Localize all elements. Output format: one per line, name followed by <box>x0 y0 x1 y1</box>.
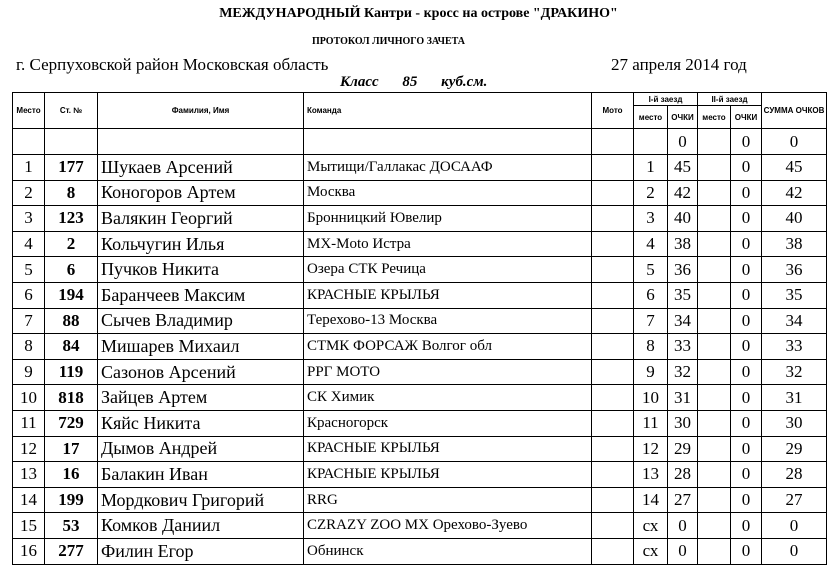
cell-total: 0 <box>762 513 827 539</box>
cell-total: 29 <box>762 436 827 462</box>
cell-heat1-place: сх <box>634 538 668 564</box>
table-row <box>13 334 827 360</box>
cell-heat2-place <box>698 538 731 564</box>
cell-place: 13 <box>13 462 45 488</box>
col-heat2-points: ОЧКИ <box>731 106 762 129</box>
cell-heat2-points: 0 <box>731 410 762 436</box>
cell-name: Сазонов Арсений <box>98 359 304 385</box>
table-row <box>13 410 827 436</box>
cell-heat2-place <box>698 257 731 283</box>
cell-moto <box>592 282 634 308</box>
cell-team: Мытищи/Галлакас ДОСААФ <box>304 155 592 181</box>
table-row <box>13 231 827 257</box>
cell-heat1-points: 33 <box>668 334 698 360</box>
cell-place: 5 <box>13 257 45 283</box>
cell-heat2-place <box>698 206 731 232</box>
cell-team: Красногорск <box>304 410 592 436</box>
cell-total: 27 <box>762 487 827 513</box>
cell-moto <box>592 308 634 334</box>
cell-heat1-points: 34 <box>668 308 698 334</box>
cell-place: 10 <box>13 385 45 411</box>
cell-name: Шукаев Арсений <box>98 155 304 181</box>
cell-heat2-points: 0 <box>731 487 762 513</box>
cell-heat2-place <box>698 436 731 462</box>
cell-moto <box>592 513 634 539</box>
cell-team: РРГ МОТО <box>304 359 592 385</box>
cell-moto <box>592 410 634 436</box>
class-label: Класс 85 куб.см. <box>340 74 488 90</box>
table-row <box>13 487 827 513</box>
cell-team: Терехово-13 Москва <box>304 308 592 334</box>
cell-heat2-points: 0 <box>731 155 762 181</box>
cell-heat1-place: 13 <box>634 462 668 488</box>
cell-heat1-points: 27 <box>668 487 698 513</box>
cell-name: Валякин Георгий <box>98 206 304 232</box>
blank-row <box>13 129 827 155</box>
table-row <box>13 155 827 181</box>
col-heat2-place: место <box>698 106 731 129</box>
cell-place: 14 <box>13 487 45 513</box>
cell-heat2-points: 0 <box>731 462 762 488</box>
cell-place: 15 <box>13 513 45 539</box>
cell-total: 34 <box>762 308 827 334</box>
results-table <box>12 92 827 565</box>
cell-number: 818 <box>45 385 98 411</box>
cell-heat2-points: 0 <box>731 257 762 283</box>
cell-moto <box>592 436 634 462</box>
cell-place: 9 <box>13 359 45 385</box>
table-row <box>13 538 827 564</box>
cell-heat1-place: 1 <box>634 155 668 181</box>
cell-total: 38 <box>762 231 827 257</box>
cell-moto <box>592 206 634 232</box>
cell-heat1-place: 10 <box>634 385 668 411</box>
cell-number: 88 <box>45 308 98 334</box>
cell-heat1-points: 30 <box>668 410 698 436</box>
cell-number: 84 <box>45 334 98 360</box>
cell-heat2-place <box>698 308 731 334</box>
cell-team: RRG <box>304 487 592 513</box>
cell-number: 17 <box>45 436 98 462</box>
cell-total: 28 <box>762 462 827 488</box>
cell-name: Коногоров Артем <box>98 180 304 206</box>
cell-heat2-points: 0 <box>731 206 762 232</box>
cell-name: Балакин Иван <box>98 462 304 488</box>
cell-number: 194 <box>45 282 98 308</box>
cell-team: CZRAZY ZOO MX Орехово-Зуево <box>304 513 592 539</box>
event-date: 27 апреля 2014 год <box>611 55 747 74</box>
table-row <box>13 282 827 308</box>
cell-place: 8 <box>13 334 45 360</box>
col-number: Ст. № <box>45 93 98 129</box>
cell-moto <box>592 385 634 411</box>
col-name: Фамилия, Имя <box>98 93 304 129</box>
cell-team: Бронницкий Ювелир <box>304 206 592 232</box>
cell-name: Дымов Андрей <box>98 436 304 462</box>
cell-heat1-place: 5 <box>634 257 668 283</box>
blank-total: 0 <box>762 129 827 155</box>
cell-number: 8 <box>45 180 98 206</box>
cell-team: Озера СТК Речица <box>304 257 592 283</box>
cell-heat2-place <box>698 180 731 206</box>
cell-total: 30 <box>762 410 827 436</box>
cell-total: 35 <box>762 282 827 308</box>
cell-number: 119 <box>45 359 98 385</box>
col-heat1-place: место <box>634 106 668 129</box>
table-row <box>13 436 827 462</box>
cell-heat1-points: 0 <box>668 513 698 539</box>
cell-heat2-place <box>698 155 731 181</box>
location: г. Серпуховской район Московская область <box>16 55 329 74</box>
table-row <box>13 180 827 206</box>
cell-heat1-points: 40 <box>668 206 698 232</box>
cell-name: Мишарев Михаил <box>98 334 304 360</box>
col-heat1-points: ОЧКИ <box>668 106 698 129</box>
col-moto: Мото <box>592 93 634 129</box>
cell-heat2-points: 0 <box>731 359 762 385</box>
cell-heat2-place <box>698 385 731 411</box>
cell-name: Сычев Владимир <box>98 308 304 334</box>
cell-place: 1 <box>13 155 45 181</box>
cell-heat2-points: 0 <box>731 436 762 462</box>
cell-total: 36 <box>762 257 827 283</box>
document-subtitle: ПРОТОКОЛ ЛИЧНОГО ЗАЧЕТА <box>311 36 466 47</box>
cell-place: 12 <box>13 436 45 462</box>
cell-heat2-points: 0 <box>731 308 762 334</box>
cell-heat2-place <box>698 410 731 436</box>
cell-team: КРАСНЫЕ КРЫЛЬЯ <box>304 462 592 488</box>
col-place: Место <box>13 93 45 129</box>
cell-number: 177 <box>45 155 98 181</box>
cell-heat1-points: 28 <box>668 462 698 488</box>
cell-number: 2 <box>45 231 98 257</box>
cell-heat1-place: 2 <box>634 180 668 206</box>
cell-heat2-place <box>698 231 731 257</box>
table-row <box>13 206 827 232</box>
cell-heat2-points: 0 <box>731 334 762 360</box>
col-heat2: II-й заезд <box>698 93 762 106</box>
table-row <box>13 462 827 488</box>
col-team: Команда <box>304 93 592 129</box>
cell-moto <box>592 462 634 488</box>
cell-total: 40 <box>762 206 827 232</box>
cell-place: 4 <box>13 231 45 257</box>
cell-place: 16 <box>13 538 45 564</box>
cell-number: 277 <box>45 538 98 564</box>
cell-heat1-place: 8 <box>634 334 668 360</box>
cell-heat2-place <box>698 487 731 513</box>
cell-heat1-points: 36 <box>668 257 698 283</box>
cell-heat2-points: 0 <box>731 282 762 308</box>
cell-heat2-points: 0 <box>731 385 762 411</box>
cell-number: 53 <box>45 513 98 539</box>
cell-moto <box>592 257 634 283</box>
cell-team: СТМК ФОРСАЖ Волгог обл <box>304 334 592 360</box>
cell-heat1-place: 11 <box>634 410 668 436</box>
cell-team: MX-Moto Истра <box>304 231 592 257</box>
cell-heat2-points: 0 <box>731 538 762 564</box>
cell-name: Зайцев Артем <box>98 385 304 411</box>
cell-heat1-points: 31 <box>668 385 698 411</box>
cell-number: 199 <box>45 487 98 513</box>
cell-place: 2 <box>13 180 45 206</box>
cell-name: Комков Даниил <box>98 513 304 539</box>
cell-moto <box>592 180 634 206</box>
cell-heat1-place: 9 <box>634 359 668 385</box>
cell-heat1-points: 35 <box>668 282 698 308</box>
cell-heat1-place: 12 <box>634 436 668 462</box>
cell-number: 123 <box>45 206 98 232</box>
cell-place: 7 <box>13 308 45 334</box>
cell-heat1-points: 45 <box>668 155 698 181</box>
cell-number: 16 <box>45 462 98 488</box>
blank-p1: 0 <box>668 129 698 155</box>
cell-total: 32 <box>762 359 827 385</box>
table-row <box>13 257 827 283</box>
cell-moto <box>592 538 634 564</box>
cell-heat1-place: 4 <box>634 231 668 257</box>
cell-moto <box>592 231 634 257</box>
cell-heat2-points: 0 <box>731 231 762 257</box>
cell-heat1-place: 14 <box>634 487 668 513</box>
cell-name: Мордкович Григорий <box>98 487 304 513</box>
cell-name: Баранчеев Максим <box>98 282 304 308</box>
table-row <box>13 385 827 411</box>
cell-team: СК Химик <box>304 385 592 411</box>
cell-heat2-place <box>698 462 731 488</box>
cell-total: 42 <box>762 180 827 206</box>
cell-moto <box>592 487 634 513</box>
cell-heat1-place: 6 <box>634 282 668 308</box>
cell-moto <box>592 334 634 360</box>
cell-number: 6 <box>45 257 98 283</box>
col-heat1: I-й заезд <box>634 93 698 106</box>
cell-team: Обнинск <box>304 538 592 564</box>
cell-heat1-place: 7 <box>634 308 668 334</box>
cell-heat1-place: 3 <box>634 206 668 232</box>
cell-team: КРАСНЫЕ КРЫЛЬЯ <box>304 282 592 308</box>
cell-number: 729 <box>45 410 98 436</box>
cell-total: 33 <box>762 334 827 360</box>
table-row <box>13 308 827 334</box>
cell-place: 11 <box>13 410 45 436</box>
cell-heat2-points: 0 <box>731 513 762 539</box>
cell-name: Филин Егор <box>98 538 304 564</box>
col-total: СУММА ОЧКОВ <box>762 93 827 129</box>
cell-name: Пучков Никита <box>98 257 304 283</box>
cell-team: Москва <box>304 180 592 206</box>
cell-team: КРАСНЫЕ КРЫЛЬЯ <box>304 436 592 462</box>
cell-total: 45 <box>762 155 827 181</box>
table-row <box>13 359 827 385</box>
cell-place: 3 <box>13 206 45 232</box>
cell-heat1-place: сх <box>634 513 668 539</box>
cell-moto <box>592 155 634 181</box>
cell-heat1-points: 29 <box>668 436 698 462</box>
cell-heat1-points: 38 <box>668 231 698 257</box>
table-row <box>13 513 827 539</box>
cell-total: 0 <box>762 538 827 564</box>
cell-heat2-place <box>698 334 731 360</box>
cell-heat2-points: 0 <box>731 180 762 206</box>
cell-name: Кольчугин Илья <box>98 231 304 257</box>
cell-moto <box>592 359 634 385</box>
document-title: МЕЖДУНАРОДНЫЙ Кантри - кросс на острове "ДРАКИНО" <box>219 6 618 21</box>
cell-heat2-place <box>698 359 731 385</box>
cell-heat1-points: 42 <box>668 180 698 206</box>
cell-heat1-points: 32 <box>668 359 698 385</box>
cell-heat2-place <box>698 513 731 539</box>
cell-heat2-place <box>698 282 731 308</box>
cell-place: 6 <box>13 282 45 308</box>
cell-total: 31 <box>762 385 827 411</box>
blank-p2: 0 <box>731 129 762 155</box>
cell-heat1-points: 0 <box>668 538 698 564</box>
cell-name: Кяйс Никита <box>98 410 304 436</box>
